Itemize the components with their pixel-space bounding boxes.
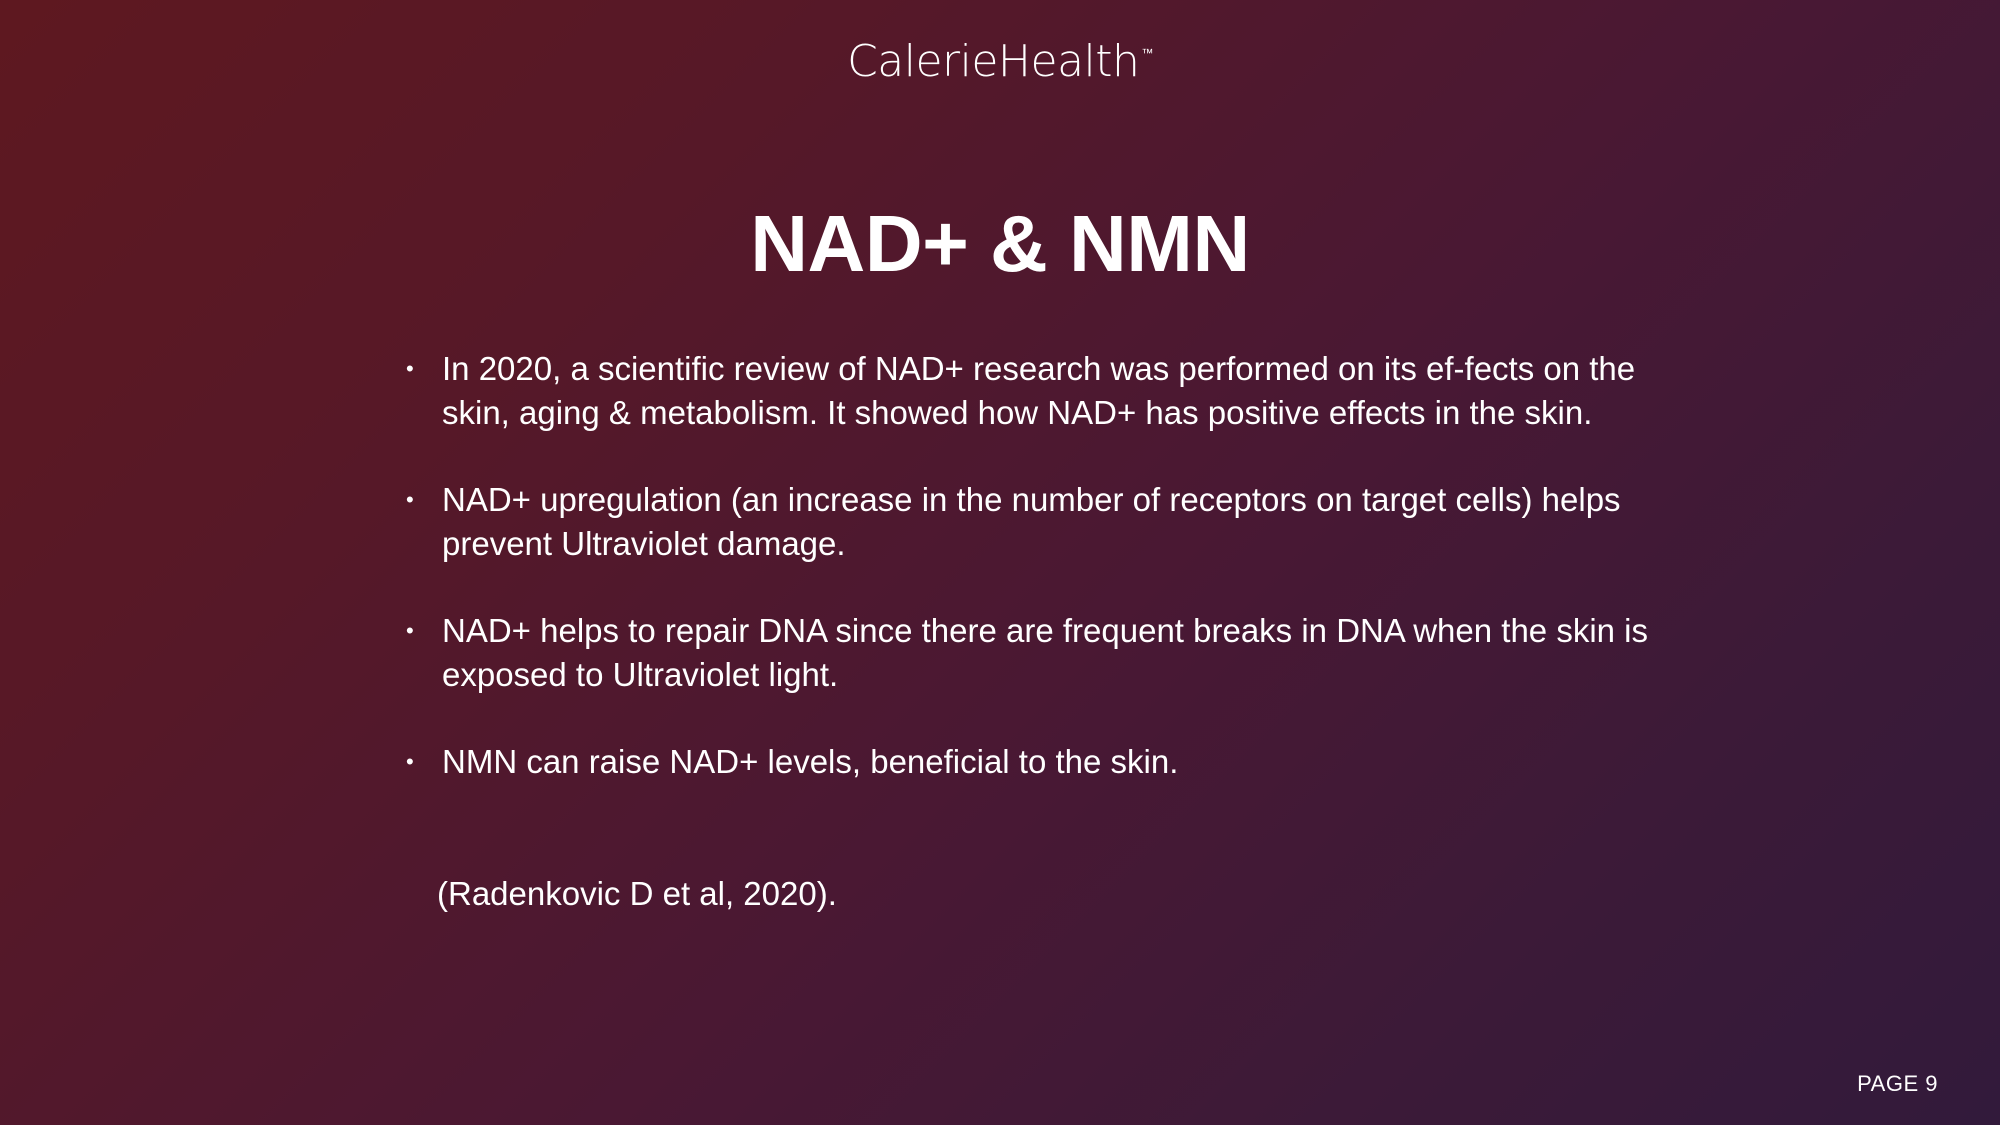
- bullet-item: [402, 347, 1652, 435]
- bullet-text: NAD+ helps to repair DNA since there are frequent breaks in DNA when the skin is exposed to Ultraviolet light.: [442, 612, 1649, 693]
- bullet-list: [402, 347, 1652, 827]
- page-number: PAGE 9: [1857, 1071, 1938, 1096]
- brand-logo: [0, 36, 2000, 87]
- bullet-item: [402, 478, 1652, 566]
- bullet-item: [402, 609, 1652, 697]
- trademark-symbol: ™: [1141, 46, 1153, 60]
- brand-name: CalerieHealth: [847, 36, 1140, 87]
- citation: (Radenkovic D et al, 2020).: [437, 875, 837, 912]
- bullet-dot-icon: •: [406, 487, 414, 512]
- bullet-dot-icon: •: [406, 749, 414, 774]
- bullet-item: [402, 740, 1652, 784]
- slide-title: NAD+ & NMN: [750, 198, 1250, 288]
- bullet-text: NAD+ upregulation (an increase in the number of receptors on target cells) helps prevent Ultraviolet damage.: [442, 481, 1621, 562]
- bullet-text: NMN can raise NAD+ levels, beneficial to the skin.: [442, 743, 1179, 780]
- bullet-dot-icon: •: [406, 618, 414, 643]
- bullet-dot-icon: •: [406, 356, 414, 381]
- bullet-text: In 2020, a scientific review of NAD+ research was performed on its ef-fects on the skin, aging & metabolism. It showed how NAD+ has positive effects in the skin.: [442, 350, 1636, 431]
